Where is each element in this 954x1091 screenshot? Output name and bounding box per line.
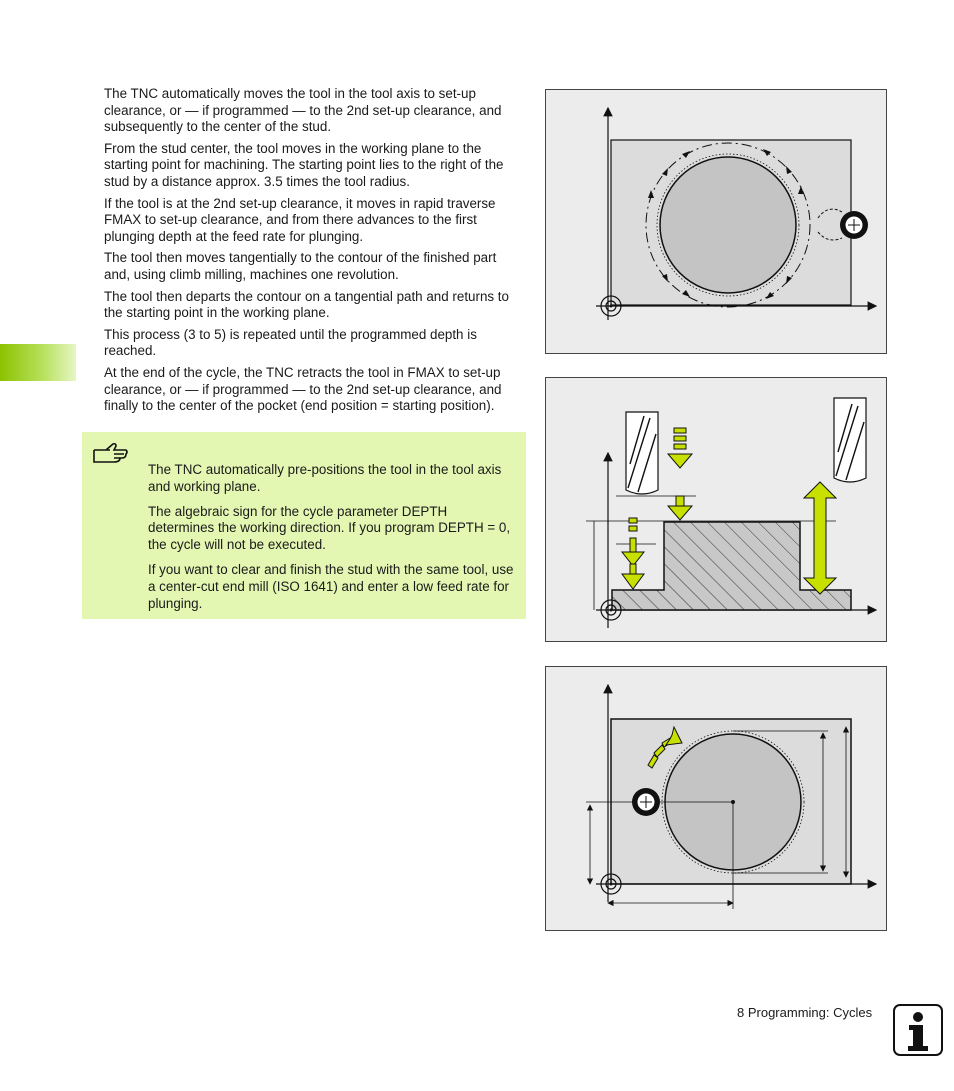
note-paragraph-3: If you want to clear and finish the stud with the same tool, use a center-cut end mill (ISO 1641) and enter a low feed rate for plunging. [148,561,514,611]
figure-tool-path [545,89,887,354]
step-7: At the end of the cycle, the TNC retracts the tool in FMAX to set-up clearance, or — if programmed — to the 2nd set-up clearance, and finally to the center of the pocket (end position = starting position). [104,364,502,414]
chapter-tab [0,344,76,381]
figure-stud-dimensions [545,666,887,931]
step-6: This process (3 to 5) is repeated until the programmed depth is reached. [104,326,477,359]
end-mill-left-icon [626,412,658,494]
chapter-label: 8 Programming: Cycles [737,1005,873,1020]
step-list [104,86,524,420]
note-paragraph-1: The TNC automatically pre-positions the tool in the tool axis and working plane. [148,462,502,494]
note-paragraph-2: The algebraic sign for the cycle parameter DEPTH determines the working direction. If you program DEPTH = 0, the cycle will not be executed. [148,503,511,553]
note-box [82,432,526,619]
info-icon[interactable] [893,1004,943,1056]
step-1: The TNC automatically moves the tool in the tool axis to set-up clearance, or — if programmed — to the 2nd set-up clearance, and subsequently to the center of the stud. [104,86,502,135]
stud [660,157,796,293]
end-mill-right-icon [834,398,866,482]
milling-cutter-icon [632,788,660,816]
step-4: The tool then moves tangentially to the contour of the finished part and, using climb milling, machines one revolution. [104,250,497,282]
step-3: If the tool is at the 2nd set-up clearance, it moves in rapid traverse FMAX to set-up clearance, and from there advances to the first plunging depth at the feed rate for plunging. [104,195,496,244]
milling-cutter-icon [840,211,868,239]
pointing-hand-icon [92,440,134,471]
retract-arrow [804,482,836,594]
step-2: From the stud center, the tool moves in the working plane to the starting point for machining. The starting point lies to the right of the stud by a distance approx. 3.5 times the tool radius. [104,140,504,189]
figure-depth-infeed [545,377,887,642]
step-5: The tool then departs the contour on a tangential path and returns to the starting point in the working plane. [104,288,509,321]
